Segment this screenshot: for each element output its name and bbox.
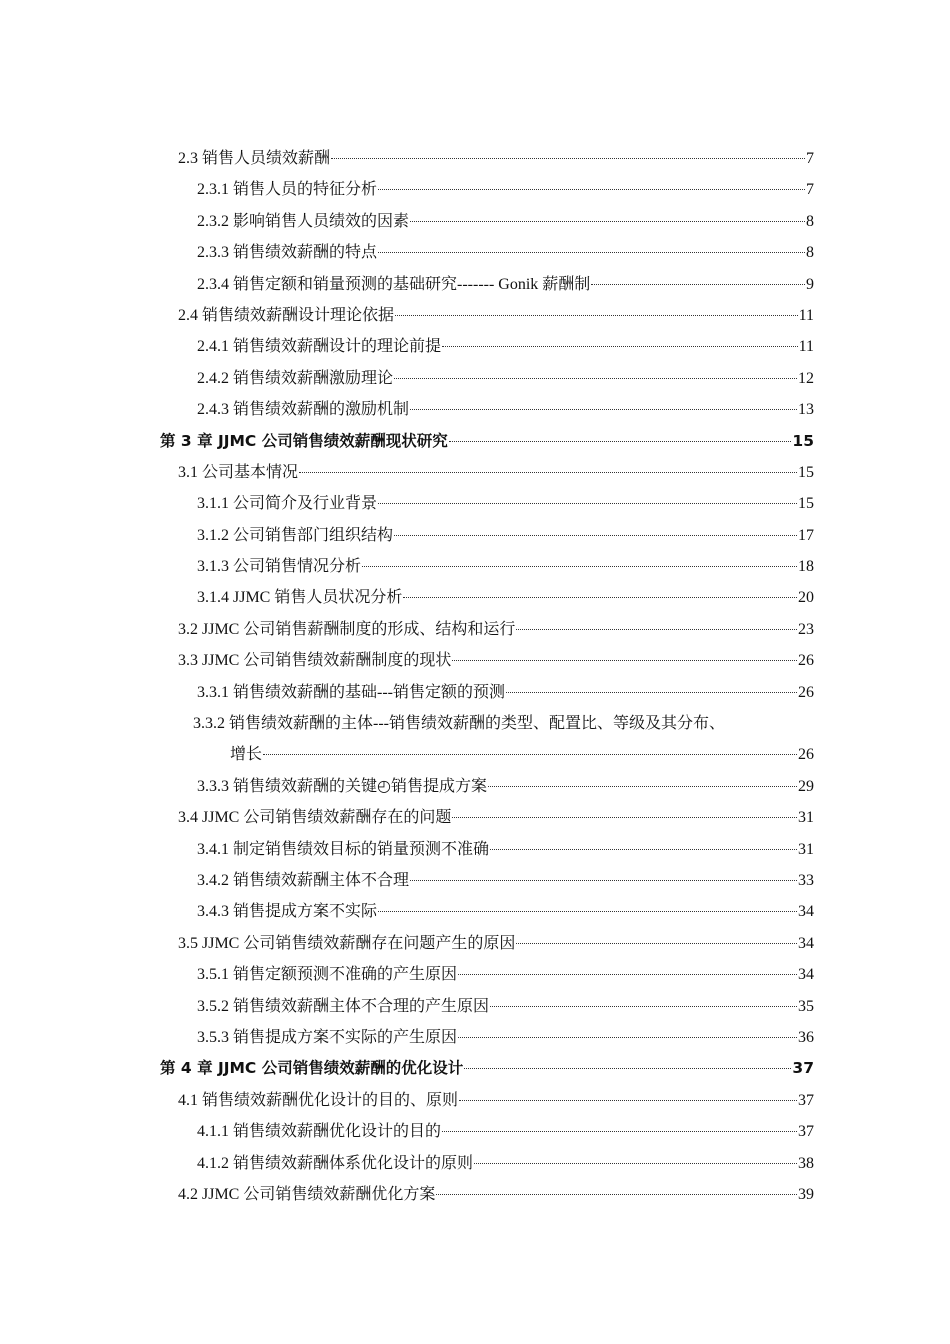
toc-entry[interactable] [160,1085,814,1116]
toc-entry-title: 2.3 销售人员绩效薪酬 [178,150,331,167]
dot-leader [442,1131,797,1132]
dot-leader [516,629,797,630]
toc-entry-title: 3.2 JJMC 公司销售薪酬制度的形成、结构和运行 [178,620,516,638]
toc-entry-page-number: 26 [798,746,814,764]
toc-entry-title: 3.5.1 销售定额预测不准确的产生原因 [197,966,458,984]
toc-entry[interactable] [160,1053,814,1084]
dot-leader [331,158,805,159]
dot-leader [452,660,797,661]
toc-entry-title: 增长 [230,746,263,764]
toc-entry-title: 4.2 JJMC 公司销售绩效薪酬优化方案 [178,1185,436,1203]
toc-entry[interactable] [160,802,814,833]
toc-entry-title: 3.5 JJMC 公司销售绩效薪酬存在问题产生的原因 [178,934,516,952]
dot-leader [458,974,797,975]
toc-entry-title: 第 3 章 JJMC 公司销售绩效薪酬现状研究 [160,431,448,450]
toc-entry-page-number: 11 [798,338,814,356]
dot-leader [403,597,797,598]
toc-entry-page-number: 15 [798,495,814,513]
dot-leader [506,692,797,693]
dot-leader [436,1194,797,1195]
toc-entry[interactable] [160,237,814,268]
toc-entry[interactable] [160,394,814,425]
toc-entry-title: 2.3.3 销售绩效薪酬的特点 [197,244,378,262]
dot-leader [410,221,805,222]
toc-entry[interactable] [160,708,814,739]
dot-leader [464,1068,791,1069]
toc-entry[interactable] [160,1116,814,1147]
toc-entry-title: 2.3.4 销售定额和销量预测的基础研究------- Gonik 薪酬制 [197,275,591,293]
dot-leader [488,786,797,787]
toc-entry-title: 3.5.3 销售提成方案不实际的产生原因 [197,1028,458,1046]
dot-leader [452,817,797,818]
toc-entry-page-number: 38 [798,1154,814,1172]
toc-entry[interactable] [160,771,814,802]
toc-entry[interactable] [160,614,814,645]
dot-leader [516,943,797,944]
toc-entry-page-number: 31 [798,809,814,827]
toc-entry-title: 2.4.1 销售绩效薪酬设计的理论前提 [197,338,442,356]
toc-entry[interactable] [160,426,814,457]
dot-leader [394,535,797,536]
dot-leader [410,880,797,881]
toc-entry[interactable] [160,834,814,865]
dot-leader [299,472,797,473]
toc-entry-page-number: 17 [798,526,814,544]
dot-leader [394,378,797,379]
toc-entry-title: 4.1.1 销售绩效薪酬优化设计的目的 [197,1123,442,1141]
toc-entry-title: 2.4.2 销售绩效薪酬激励理论 [197,369,394,387]
toc-entry-title: 3.4.1 制定销售绩效目标的销量预测不准确 [197,840,490,858]
toc-entry-page-number: 29 [798,777,814,795]
toc-entry-page-number: 37 [798,1091,814,1109]
toc-entry[interactable] [160,1179,814,1210]
dot-leader [591,284,805,285]
toc-entry-page-number: 34 [798,966,814,984]
toc-entry-page-number: 34 [798,903,814,921]
toc-entry-title: 3.1.3 公司销售情况分析 [197,558,362,576]
toc-entry-page-number: 36 [798,1028,814,1046]
toc-entry-title: 3.4.2 销售绩效薪酬主体不合理 [197,871,410,889]
toc-entry[interactable] [160,1022,814,1053]
table-of-contents [160,143,814,1210]
toc-entry[interactable] [160,928,814,959]
toc-entry-page-number: 26 [798,652,814,670]
toc-entry-page-number: 12 [798,369,814,387]
toc-entry[interactable] [160,300,814,331]
dot-leader [458,1037,797,1038]
toc-entry-page-number: 37 [798,1123,814,1141]
toc-entry-page-number: 8 [806,212,814,230]
toc-entry[interactable] [160,331,814,362]
toc-entry-page-number: 34 [798,934,814,952]
dot-leader [474,1163,797,1164]
toc-entry-title: 4.1.2 销售绩效薪酬体系优化设计的原则 [197,1154,474,1172]
toc-entry-title: 3.3.1 销售绩效薪酬的基础---销售定额的预测 [197,683,505,701]
toc-entry-title: 3.4.3 销售提成方案不实际 [197,903,378,921]
toc-entry-page-number: 23 [798,620,814,638]
dot-leader [378,189,805,190]
toc-entry-page-number: 7 [806,181,814,199]
dot-leader [410,409,797,410]
toc-entry-page-number: 7 [806,150,814,167]
toc-entry-title: 3.3 JJMC 公司销售绩效薪酬制度的现状 [178,652,452,670]
toc-entry-page-number: 9 [806,275,814,293]
toc-entry[interactable] [160,677,814,708]
toc-entry-page-number: 13 [798,401,814,419]
dot-leader [263,754,797,755]
toc-entry-title: 3.1 公司基本情况 [178,463,299,481]
toc-entry[interactable] [160,1148,814,1179]
toc-entry-title: 3.5.2 销售绩效薪酬主体不合理的产生原因 [197,997,490,1015]
dot-leader [459,1100,797,1101]
toc-entry[interactable] [160,488,814,519]
toc-entry-title: 3.3.3 销售绩效薪酬的关键◴销售提成方案 [197,777,487,795]
toc-entry-page-number: 37 [792,1059,814,1078]
toc-entry[interactable] [160,959,814,990]
toc-entry-title: 3.1.1 公司简介及行业背景 [197,495,378,513]
toc-entry[interactable] [160,363,814,394]
toc-entry-title: 第 4 章 JJMC 公司销售绩效薪酬的优化设计 [160,1059,464,1078]
toc-entry-page-number: 26 [798,683,814,701]
toc-entry[interactable] [160,174,814,205]
toc-entry[interactable] [160,865,814,896]
toc-entry-title: 2.4.3 销售绩效薪酬的激励机制 [197,401,410,419]
dot-leader [378,911,797,912]
toc-entry-page-number: 31 [798,840,814,858]
toc-entry[interactable] [160,520,814,551]
dot-leader [378,503,797,504]
dot-leader [490,849,797,850]
toc-entry-title: 2.3.2 影响销售人员绩效的因素 [197,212,410,230]
toc-entry[interactable] [160,143,814,174]
toc-entry[interactable] [160,269,814,300]
toc-entry-page-number: 39 [798,1185,814,1203]
toc-entry-title: 4.1 销售绩效薪酬优化设计的目的、原则 [178,1091,459,1109]
toc-entry-title: 3.3.2 销售绩效薪酬的主体---销售绩效薪酬的类型、配置比、等级及其分布、 [193,715,725,733]
dot-leader [490,1006,797,1007]
toc-entry-title: 3.1.2 公司销售部门组织结构 [197,526,394,544]
toc-entry-page-number: 18 [798,558,814,576]
dot-leader [442,346,798,347]
toc-entry-page-number: 33 [798,871,814,889]
toc-entry-title: 2.4 销售绩效薪酬设计理论依据 [178,306,395,324]
toc-entry[interactable] [160,206,814,237]
toc-entry[interactable] [160,457,814,488]
toc-entry-page-number: 8 [806,244,814,262]
dot-leader [362,566,797,567]
toc-entry-page-number: 20 [798,589,814,607]
dot-leader [378,252,805,253]
toc-entry[interactable] [160,739,814,770]
toc-entry[interactable] [160,991,814,1022]
toc-entry-title: 3.4 JJMC 公司销售绩效薪酬存在的问题 [178,809,452,827]
toc-entry[interactable] [160,582,814,613]
toc-entry-page-number: 11 [798,306,814,324]
toc-entry[interactable] [160,551,814,582]
toc-entry-page-number: 35 [798,997,814,1015]
dot-leader [449,441,792,442]
toc-entry-title: 3.1.4 JJMC 销售人员状况分析 [197,589,403,607]
toc-entry-page-number: 15 [798,463,814,481]
toc-entry-title: 2.3.1 销售人员的特征分析 [197,181,378,199]
toc-entry[interactable] [160,896,814,927]
toc-entry[interactable] [160,645,814,676]
toc-entry-page-number: 15 [792,431,814,450]
dot-leader [395,315,798,316]
